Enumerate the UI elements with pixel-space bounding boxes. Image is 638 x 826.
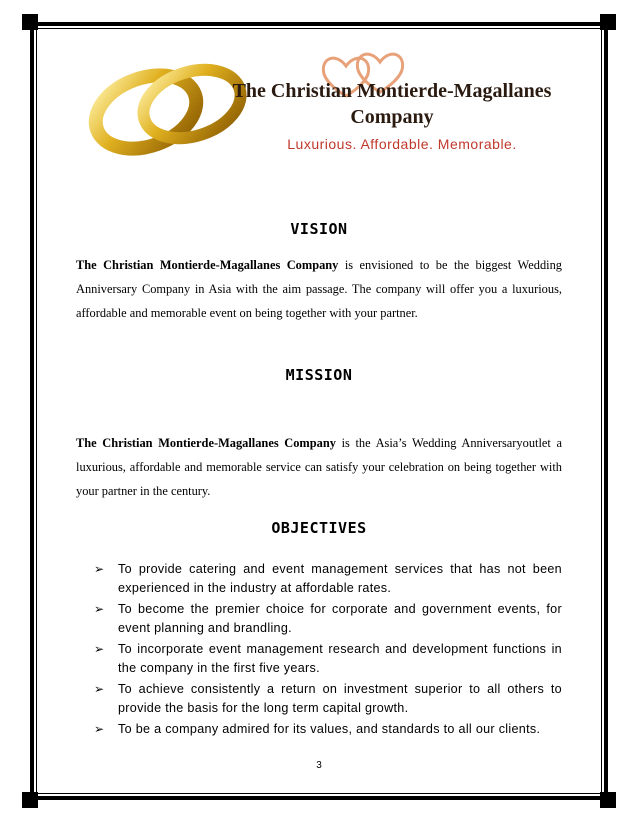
vision-company-name: The Christian Montierde-Magallanes Company	[76, 258, 339, 272]
arrow-bullet-icon: ➢	[94, 562, 105, 576]
objective-text: To incorporate event management research and development functions in the company in the first five years.	[118, 642, 562, 675]
logo-title-line2: Company	[350, 106, 434, 128]
objective-text: To become the premier choice for corporate and government events, for event planning and brandling.	[118, 602, 562, 635]
border-corner-ornament	[600, 14, 616, 30]
mission-paragraph	[76, 431, 562, 503]
logo-tagline: Luxurious. Affordable. Memorable.	[287, 136, 517, 152]
border-corner-ornament	[22, 14, 38, 30]
vision-heading: VISION	[290, 220, 348, 238]
arrow-bullet-icon: ➢	[94, 642, 105, 656]
objective-item	[94, 720, 562, 739]
logo-title-line1: The Christian Montierde-Magallanes	[232, 80, 552, 102]
logo-company-name	[232, 78, 552, 130]
mission-text: is the Asia’s Wedding Anniversaryoutlet a luxurious, affordable and memorable service can satisfy your celebration on being together with your partner in the century.	[76, 436, 562, 498]
objective-item	[94, 680, 562, 718]
vision-paragraph	[76, 253, 562, 325]
page-number: 3	[316, 760, 322, 771]
company-logo	[84, 44, 554, 174]
objective-text: To be a company admired for its values, and standards to all our clients.	[118, 722, 541, 736]
border-corner-ornament	[22, 792, 38, 808]
mission-company-name: The Christian Montierde-Magallanes Company	[76, 436, 336, 450]
vision-text: is envisioned to be the biggest Wedding Anniversary Company in Asia with the aim passage. The company will offer you a luxurious, affordable and memorable event on being together with your partner.	[76, 258, 562, 320]
objective-item	[94, 600, 562, 638]
border-corner-ornament	[600, 792, 616, 808]
objective-text: To provide catering and event management services that has not been experienced in the industry at affordable rates.	[118, 562, 562, 595]
objectives-list	[94, 560, 562, 741]
mission-heading: MISSION	[285, 366, 353, 384]
objective-item	[94, 560, 562, 598]
arrow-bullet-icon: ➢	[94, 722, 105, 736]
arrow-bullet-icon: ➢	[94, 682, 105, 696]
objective-item	[94, 640, 562, 678]
arrow-bullet-icon: ➢	[94, 602, 105, 616]
objective-text: To achieve consistently a return on investment superior to all others to provide the basis for the long term capital growth.	[118, 682, 562, 715]
objectives-heading: OBJECTIVES	[271, 519, 367, 537]
